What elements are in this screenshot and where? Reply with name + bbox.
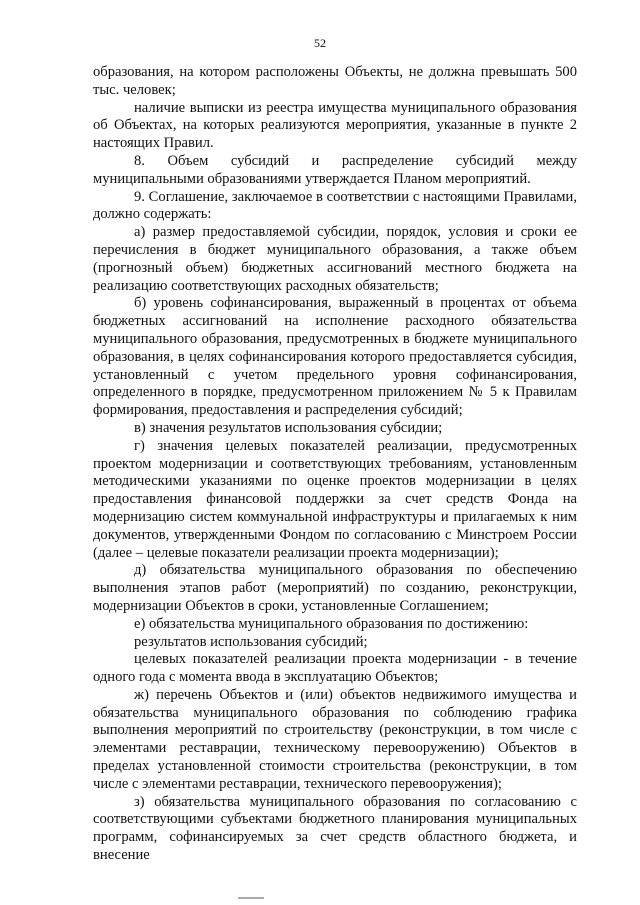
paragraph: 8. Объем субсидий и распределение субсидий между муниципальными образованиями утверждается Планом мероприятий. bbox=[93, 152, 577, 187]
paragraph: г) значения целевых показателей реализации, предусмотренных проектом модернизации и соответствующих требованиям, установленным методическими указаниями по оценке проектов модернизации в целях предоставления финансовой поддержки за счет средств Фонда на модернизацию систем коммунальной инфраструктуры и прилагаемых к ним документов, утвержденными Фондом по согласованию с Минстроем России (далее – целевые показатели реализации проекта модернизации); bbox=[93, 437, 577, 561]
paragraph: ж) перечень Объектов и (или) объектов недвижимого имущества и обязательства муниципального образования по соблюдению графика выполнения мероприятий по строительству (реконструкции, в том числе с элементами реставрации, техническому перевооружению) Объектов в пределах установленной стоимости строительства (реконструкции, в том числе с элементами реставрации, технического перевооружения); bbox=[93, 686, 577, 792]
paragraph: д) обязательства муниципального образования по обеспечению выполнения этапов работ (мероприятий) по созданию, реконструкции, модернизации Объектов в сроки, установленные Соглашением; bbox=[93, 562, 577, 614]
paragraph: а) размер предоставляемой субсидии, порядок, условия и сроки ее перечисления в бюджет муниципального образования, а также объем (прогнозный объем) бюджетных ассигнований местного бюджета на реализацию соответствующих расходных обязательств; bbox=[93, 224, 577, 294]
page-number: 52 bbox=[314, 36, 326, 50]
paragraph: в) значения результатов использования субсидии; bbox=[134, 419, 443, 436]
paragraph: е) обязательства муниципального образования по достижению: bbox=[134, 615, 529, 632]
paragraph: 9. Соглашение, заключаемое в соответствии с настоящими Правилами, должно содержать: bbox=[93, 188, 577, 223]
paragraph: целевых показателей реализации проекта модернизации - в течение одного года с момента ввода в эксплуатацию Объектов; bbox=[93, 651, 577, 686]
paragraph: б) уровень софинансирования, выраженный в процентах от объема бюджетных ассигнований на исполнение расходного обязательства муниципального образования, предусмотренных в бюджете муниципального образования, в целях софинансирования которого предоставляется субсидия, установленный с учетом предельного уровня софинансирования, определенного в порядке, предусмотренном приложением № 5 к Правилам формирования, предоставления и распределения субсидий; bbox=[93, 295, 577, 419]
paragraph: наличие выписки из реестра имущества муниципального образования об Объектах, на которых реализуются мероприятия, указанные в пункте 2 настоящих Правил. bbox=[93, 99, 577, 152]
paragraph: результатов использования субсидий; bbox=[134, 633, 368, 650]
scan-artifact bbox=[238, 897, 264, 899]
paragraph: з) обязательства муниципального образования по согласованию с соответствующими субъектами бюджетного планирования муниципальных программ, софинансируемых за счет средств областного бюджета, и внесение bbox=[93, 793, 577, 864]
paragraph: образования, на котором расположены Объекты, не должна превышать 500 тыс. человек; bbox=[93, 64, 577, 98]
document-body bbox=[93, 64, 577, 865]
